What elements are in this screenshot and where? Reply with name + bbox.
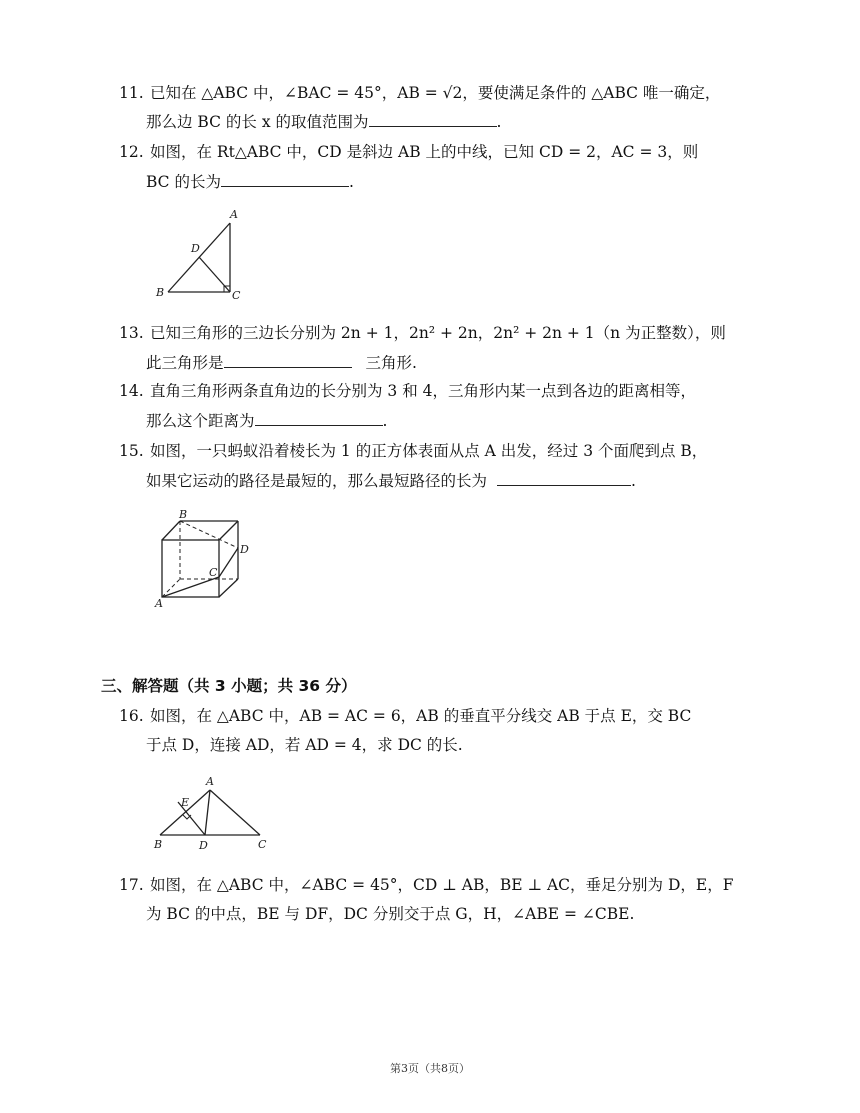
label-a: A [230,208,238,221]
question-17-line-2 [146,903,634,925]
label-b: B [156,286,165,299]
answer-blank-11[interactable] [369,110,497,127]
question-12-text-2: BC 的长为 [146,173,221,191]
question-12-line-2 [146,170,354,193]
question-11-text-2: 那么边 BC 的长 x 的取值范围为 [146,113,369,131]
label-b: B [154,838,163,851]
question-15-text-2: 如果它运动的路径是最短的，那么最短路径的长为 [146,472,488,490]
question-11-number: 11. [119,84,144,102]
question-16-number: 16. [119,707,144,725]
question-11-period: . [496,113,502,131]
label-d: D [191,242,200,255]
question-15-line-2 [146,469,636,492]
question-13-text-1: 已知三角形的三边长分别为 2n + 1，2n² + 2n，2n² + 2n + 1（n 为正整数），则 [150,324,726,342]
section-3-title: 三、解答题（共 3 小题；共 36 分） [101,677,357,695]
question-17-number: 17. [119,876,144,894]
segment-ac [210,790,260,835]
label-a: A [206,775,214,788]
figure-q15-cube [150,505,260,615]
label-d: D [199,839,208,852]
label-b: B [179,508,188,521]
question-13-number: 13. [119,324,144,342]
figure-q16-isosceles-triangle [150,770,280,855]
question-14-text-1: 直角三角形两条直角边的长分别为 3 和 4，三角形内某一点到各边的距离相等， [150,382,697,400]
question-14-text-2: 那么这个距离为 [146,412,255,430]
question-13-suffix: 三角形. [365,354,417,372]
question-14-line-2 [146,409,387,432]
question-11-line-2 [146,110,501,133]
question-17-text-1: 如图，在 △ABC 中，∠ABC = 45°，CD ⊥ AB，BE ⊥ AC，垂足分别为 D，E，F [150,876,734,894]
question-15-text-1: 如图，一只蚂蚁沿着棱长为 1 的正方体表面从点 A 出发，经过 3 个面爬到点 B， [150,442,708,460]
label-d: D [240,543,249,556]
question-11-text-1: 已知在 △ABC 中，∠BAC = 45°，AB = √2，要使满足条件的 △ABC 唯一确定， [150,84,721,102]
question-16-text-1: 如图，在 △ABC 中，AB = AC = 6，AB 的垂直平分线交 AB 于点 E，交 BC [150,707,692,725]
question-14-period: . [382,412,388,430]
path-a-to-c [162,577,219,597]
label-a: A [155,597,163,610]
page-footer: 第3页（共8页） [390,1062,470,1075]
segment-ad [205,790,210,835]
label-c: C [232,289,241,302]
question-13-text-2: 此三角形是 [146,354,224,372]
question-13-line-2 [146,351,417,374]
question-12-number: 12. [119,143,144,161]
label-c: C [258,838,267,851]
question-15-number: 15. [119,442,144,460]
question-12-period: . [348,173,354,191]
question-17-text-2: 为 BC 的中点，BE 与 DF，DC 分别交于点 G，H，∠ABE = ∠CBE. [146,905,635,923]
label-e: E [181,796,190,809]
answer-blank-13[interactable] [224,351,352,368]
question-14-number: 14. [119,382,144,400]
answer-blank-12[interactable] [221,170,349,187]
segment-cd [199,257,230,292]
question-12-text-1: 如图，在 Rt△ABC 中，CD 是斜边 AB 上的中线，已知 CD = 2，AC = 3，则 [150,143,699,161]
answer-blank-15[interactable] [497,469,631,486]
question-16-line-2 [146,734,463,756]
answer-blank-14[interactable] [255,409,383,426]
figure-q12-right-triangle [150,205,250,305]
question-15-period: . [631,472,636,490]
question-16-text-2: 于点 D，连接 AD，若 AD = 4，求 DC 的长. [146,736,463,754]
label-c: C [209,566,218,579]
path-c-to-d [219,548,238,577]
